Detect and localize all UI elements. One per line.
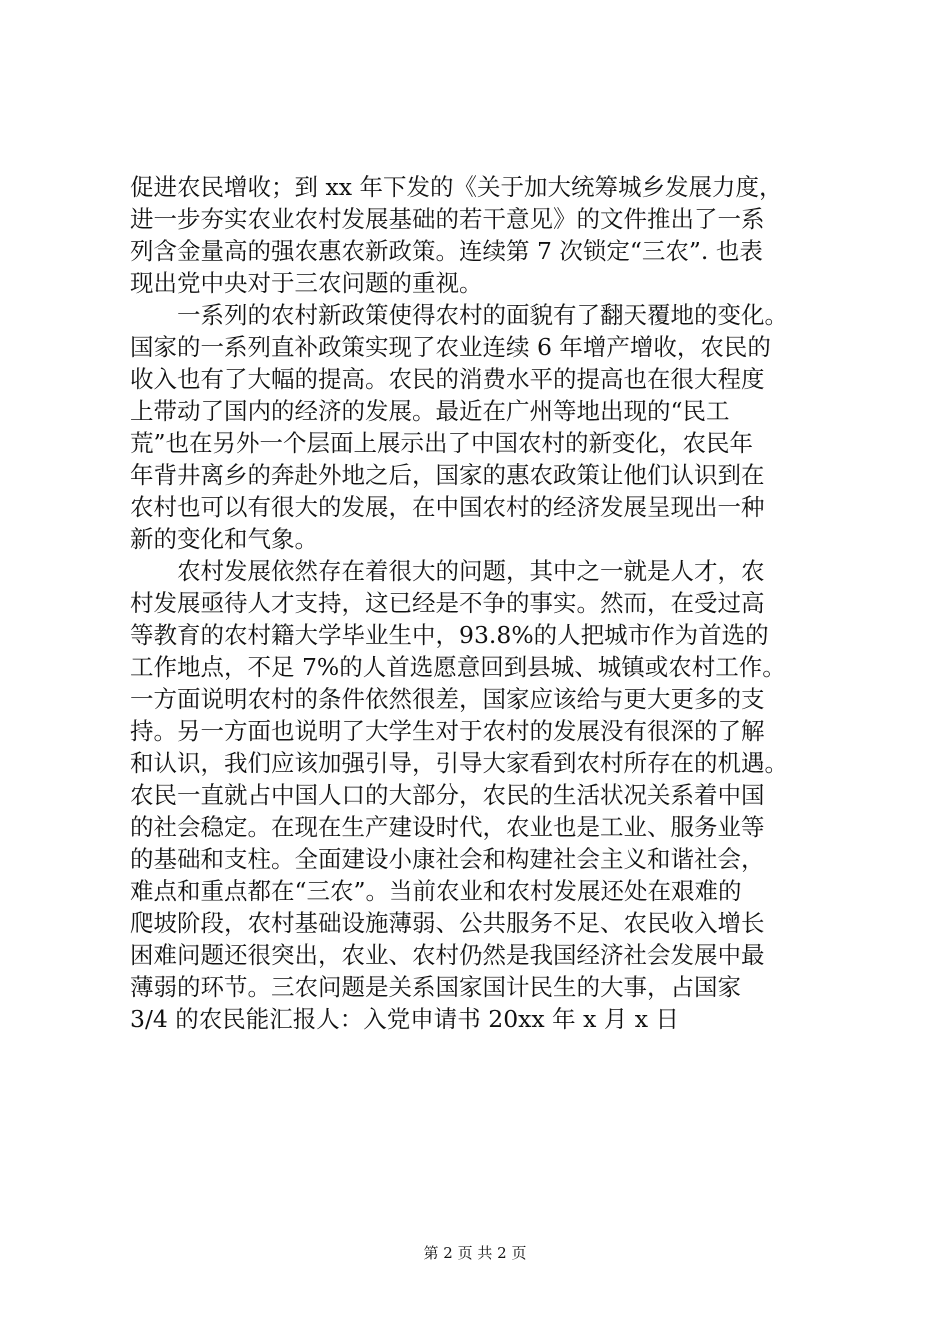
text-line: 的基础和支柱。全面建设小康社会和构建社会主义和谐社会， xyxy=(130,845,765,873)
text-line: 收入也有了大幅的提高。农民的消费水平的提高也在很大程度 xyxy=(130,365,765,393)
text-line: 薄弱的环节。三农问题是关系国家国计民生的大事，占国家 xyxy=(130,973,741,1001)
text-line: 的社会稳定。在现在生产建设时代，农业也是工业、服务业等 xyxy=(130,813,765,841)
page-number-footer: 第 2 页 共 2 页 xyxy=(423,1244,527,1262)
text-line: 农民一直就占中国人口的大部分，农民的生活状况关系着中国 xyxy=(130,781,765,809)
text-line: 国家的一系列直补政策实现了农业连续 6 年增产增收，农民的 xyxy=(130,333,771,361)
text-line: 等教育的农村籍大学毕业生中，93.8%的人把城市作为首选的 xyxy=(130,621,769,649)
text-line: 进一步夯实农业农村发展基础的若干意见》的文件推出了一系 xyxy=(130,205,765,233)
text-line: 3/4 的农民能汇报人：入党申请书 20xx 年 x 月 x 日 xyxy=(130,1005,680,1033)
text-line: 难点和重点都在“三农”。当前农业和农村发展还处在艰难的 xyxy=(130,877,742,905)
text-line: 和认识，我们应该加强引导，引导大家看到农村所存在的机遇。 xyxy=(130,749,788,777)
text-line: 爬坡阶段，农村基础设施薄弱、公共服务不足、农民收入增长 xyxy=(130,909,765,937)
text-line: 村发展亟待人才支持，这已经是不争的事实。然而，在受过高 xyxy=(130,589,765,617)
text-line: 持。另一方面也说明了大学生对于农村的发展没有很深的了解 xyxy=(130,717,765,745)
text-line: 工作地点，不足 7%的人首选愿意回到县城、城镇或农村工作。 xyxy=(130,653,786,681)
text-line: 新的变化和气象。 xyxy=(130,525,318,553)
text-line: 上带动了国内的经济的发展。最近在广州等地出现的“民工 xyxy=(130,397,730,425)
text-line: 荒”也在另外一个层面上展示出了中国农村的新变化，农民年 xyxy=(130,429,754,457)
text-line: 困难问题还很突出，农业、农村仍然是我国经济社会发展中最 xyxy=(130,941,765,969)
text-line: 年背井离乡的奔赴外地之后，国家的惠农政策让他们认识到在 xyxy=(130,461,765,489)
text-line: 农村发展依然存在着很大的问题，其中之一就是人才，农 xyxy=(130,557,765,585)
text-line: 促进农民增收；到 xx 年下发的《关于加大统筹城乡发展力度， xyxy=(130,173,783,201)
body-text xyxy=(130,171,860,1035)
text-line: 现出党中央对于三农问题的重视。 xyxy=(130,269,483,297)
text-line: 一方面说明农村的条件依然很差，国家应该给与更大更多的支 xyxy=(130,685,765,713)
text-line: 农村也可以有很大的发展，在中国农村的经济发展呈现出一种 xyxy=(130,493,765,521)
text-line: 一系列的农村新政策使得农村的面貌有了翻天覆地的变化。 xyxy=(130,301,788,329)
text-line: 列含金量高的强农惠农新政策。连续第 7 次锁定“三农”. 也表 xyxy=(130,237,763,265)
